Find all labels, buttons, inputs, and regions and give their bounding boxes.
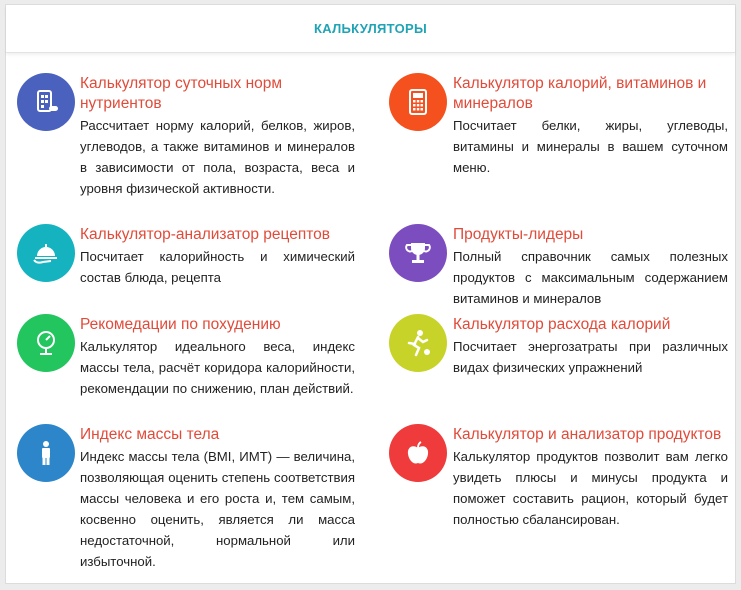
item-calories-vitamins [453, 74, 728, 178]
item-nutrient-norms [80, 74, 355, 199]
pills-icon[interactable] [17, 73, 75, 131]
item-title-leader-products[interactable]: Продукты-лидеры [453, 226, 584, 243]
item-desc-nutrient-norms: Рассчитает норму калорий, белков, жиров, углеводов, а также витаминов и минералов в зависимости от пола, возраста, веса и уровня физической активности. [80, 118, 355, 196]
scale-icon[interactable] [17, 314, 75, 372]
serving-dish-icon[interactable] [17, 224, 75, 282]
item-desc-calories-vitamins: Посчитает белки, жиры, углеводы, витамины и минералы в вашем суточном меню. [453, 118, 728, 175]
item-title-nutrient-norms[interactable]: Калькулятор суточных норм нутриентов [80, 75, 283, 112]
item-title-calories-vitamins[interactable]: Калькулятор калорий, витаминов и минералов [453, 75, 707, 112]
calculator-icon[interactable] [389, 73, 447, 131]
item-desc-calorie-expenditure: Посчитает энергозатраты при различных видах физических упражнений [453, 339, 728, 375]
item-recipe-analyzer [80, 225, 355, 288]
item-leader-products [453, 225, 728, 309]
item-desc-recipe-analyzer: Посчитает калорийность и химический состав блюда, рецепта [80, 249, 355, 285]
item-title-weight-loss[interactable]: Рекомедации по похудению [80, 316, 281, 333]
panel-header [6, 5, 735, 53]
item-title-calorie-expenditure[interactable]: Калькулятор расхода калорий [453, 316, 671, 333]
item-desc-product-analyzer: Калькулятор продуктов позволит вам легко увидеть плюсы и минусы продукта и поможет составить рацион, который будет полностью сбалансирован. [453, 449, 728, 527]
running-icon[interactable] [389, 314, 447, 372]
item-weight-loss [80, 315, 355, 399]
item-title-bmi[interactable]: Индекс массы тела [80, 426, 220, 443]
item-desc-leader-products: Полный справочник самых полезных продуктов с максимальным содержанием витаминов и минералов [453, 249, 728, 306]
item-product-analyzer [453, 425, 728, 530]
item-title-product-analyzer[interactable]: Калькулятор и анализатор продуктов [453, 426, 722, 443]
trophy-icon[interactable] [389, 224, 447, 282]
item-desc-weight-loss: Калькулятор идеального веса, индекс массы тела, расчёт коридора калорийности, рекомендации по снижению, план действий. [80, 339, 355, 396]
person-icon[interactable] [17, 424, 75, 482]
item-desc-bmi: Индекс массы тела (BMI, ИМТ) — величина, позволяющая оценить степень соответствия массы человека и его роста и, тем самым, косвенно оценить, является ли масса недостаточной, нормальной или избыточной. [80, 449, 355, 569]
item-calorie-expenditure [453, 315, 728, 378]
apple-icon[interactable] [389, 424, 447, 482]
item-title-recipe-analyzer[interactable]: Калькулятор-анализатор рецептов [80, 226, 330, 243]
item-bmi [80, 425, 355, 572]
page-title: КАЛЬКУЛЯТОРЫ [314, 21, 427, 36]
